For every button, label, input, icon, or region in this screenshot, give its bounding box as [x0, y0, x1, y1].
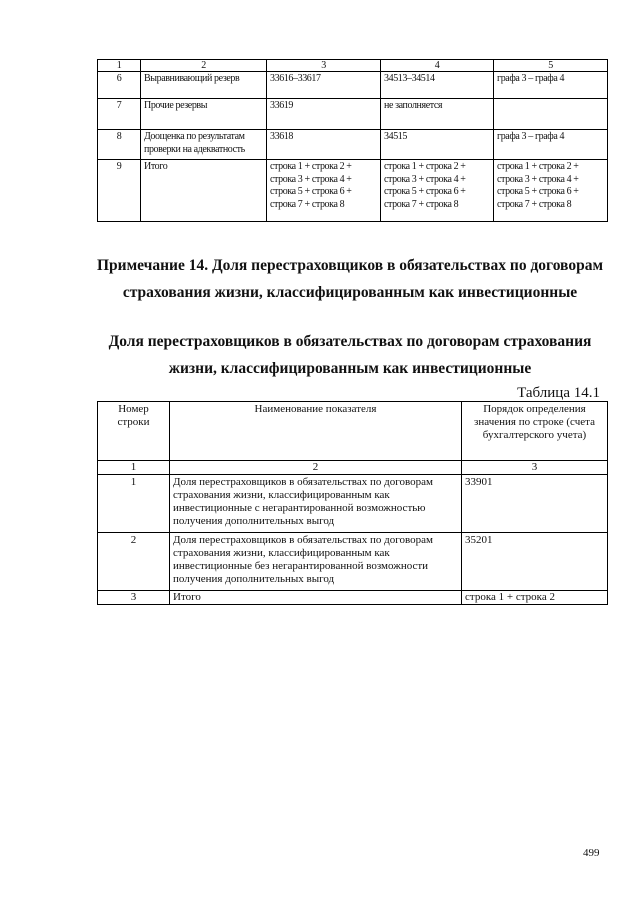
- column-numbers-row: [98, 461, 608, 475]
- row-name: Прочие резервы: [141, 99, 267, 130]
- row-col3: 33618: [267, 130, 381, 160]
- table-title-line-1: Доля перестраховщиков в обязательствах по договорам страхования: [108, 333, 592, 350]
- row-name: Доля перестраховщиков в обязательствах по договорам страхования жизни, классифицированным как инвестиционные с негарантированной возможностью получения дополнительных выгод: [170, 475, 462, 533]
- row-col4: 34515: [381, 130, 494, 160]
- page-number: 499: [583, 847, 600, 859]
- row-number: 6: [98, 72, 141, 99]
- formula-line: строка 1 + строка 2 +: [384, 161, 466, 172]
- row-col3: 33616–33617: [267, 72, 381, 99]
- formula-line: строка 7 + строка 8: [384, 198, 459, 210]
- row-number: 3: [98, 591, 170, 605]
- table-14-1: [97, 401, 608, 605]
- table-row: [98, 475, 608, 533]
- row-name: Выравнивающий резерв: [141, 72, 267, 99]
- table-row: [98, 533, 608, 591]
- formula-line: строка 5 + строка 6 +: [497, 186, 579, 197]
- column-number: 1: [98, 461, 170, 475]
- row-value: строка 1 + строка 2: [462, 591, 608, 605]
- row-col5: графа 3 – графа 4: [494, 130, 608, 160]
- row-col5: графа 3 – графа 4: [494, 72, 608, 99]
- table-row: [98, 72, 608, 99]
- row-col4: [381, 160, 494, 222]
- column-number: 2: [170, 461, 462, 475]
- row-value: 35201: [462, 533, 608, 591]
- header-cell: 1: [98, 60, 141, 72]
- row-col3: [267, 160, 381, 222]
- header-cell-value-rule: Порядок определения значения по строке (счета бухгалтерского учета): [462, 402, 608, 461]
- table-row: [98, 160, 608, 222]
- formula-line: строка 7 + строка 8: [270, 198, 345, 210]
- table-title-line-2: жизни, классифицированным как инвестиционные: [168, 360, 532, 377]
- header-cell: 4: [381, 60, 494, 72]
- table-row: [98, 99, 608, 130]
- header-cell: 2: [141, 60, 267, 72]
- reserves-table: [97, 59, 608, 222]
- table-header-row: [98, 402, 608, 461]
- header-cell-row-number: Номер строки: [98, 402, 170, 461]
- table-header-row: [98, 60, 608, 72]
- row-col5: [494, 160, 608, 222]
- formula-line: строка 1 + строка 2 +: [497, 161, 579, 172]
- row-name: Итого: [141, 160, 267, 222]
- row-col3: 33619: [267, 99, 381, 130]
- row-number: 2: [98, 533, 170, 591]
- row-name: Итого: [170, 591, 462, 605]
- header-cell: 5: [494, 60, 608, 72]
- table-row: [98, 130, 608, 160]
- row-value: 33901: [462, 475, 608, 533]
- note-heading-line-2: страхования жизни, классифицированным как инвестиционные: [122, 284, 578, 301]
- row-name: Доля перестраховщиков в обязательствах по договорам страхования жизни, классифицированным как инвестиционные без негарантированной возможности получения дополнительных выгод: [170, 533, 462, 591]
- row-name: Доощенка по результатам проверки на адекватность: [141, 130, 267, 160]
- row-col5: [494, 99, 608, 130]
- header-cell-indicator-name: Наименование показателя: [170, 402, 462, 461]
- table-label: Таблица 14.1: [517, 385, 600, 401]
- formula-line: строка 3 + строка 4 +: [497, 173, 579, 185]
- formula-line: строка 1 + строка 2 +: [270, 161, 352, 172]
- row-number: 7: [98, 99, 141, 130]
- header-cell: 3: [267, 60, 381, 72]
- formula-line: строка 5 + строка 6 +: [384, 186, 466, 197]
- row-col4: 34513–34514: [381, 72, 494, 99]
- formula-line: строка 7 + строка 8: [497, 198, 572, 210]
- row-number: 9: [98, 160, 141, 222]
- row-col4: не заполняется: [381, 99, 494, 130]
- note-heading-line-1: Примечание 14. Доля перестраховщиков в обязательствах по договорам: [96, 257, 604, 274]
- formula-line: строка 5 + строка 6 +: [270, 186, 352, 197]
- formula-line: строка 3 + строка 4 +: [384, 173, 466, 185]
- column-number: 3: [462, 461, 608, 475]
- row-number: 1: [98, 475, 170, 533]
- formula-line: строка 3 + строка 4 +: [270, 173, 352, 185]
- table-row-total: [98, 591, 608, 605]
- row-number: 8: [98, 130, 141, 160]
